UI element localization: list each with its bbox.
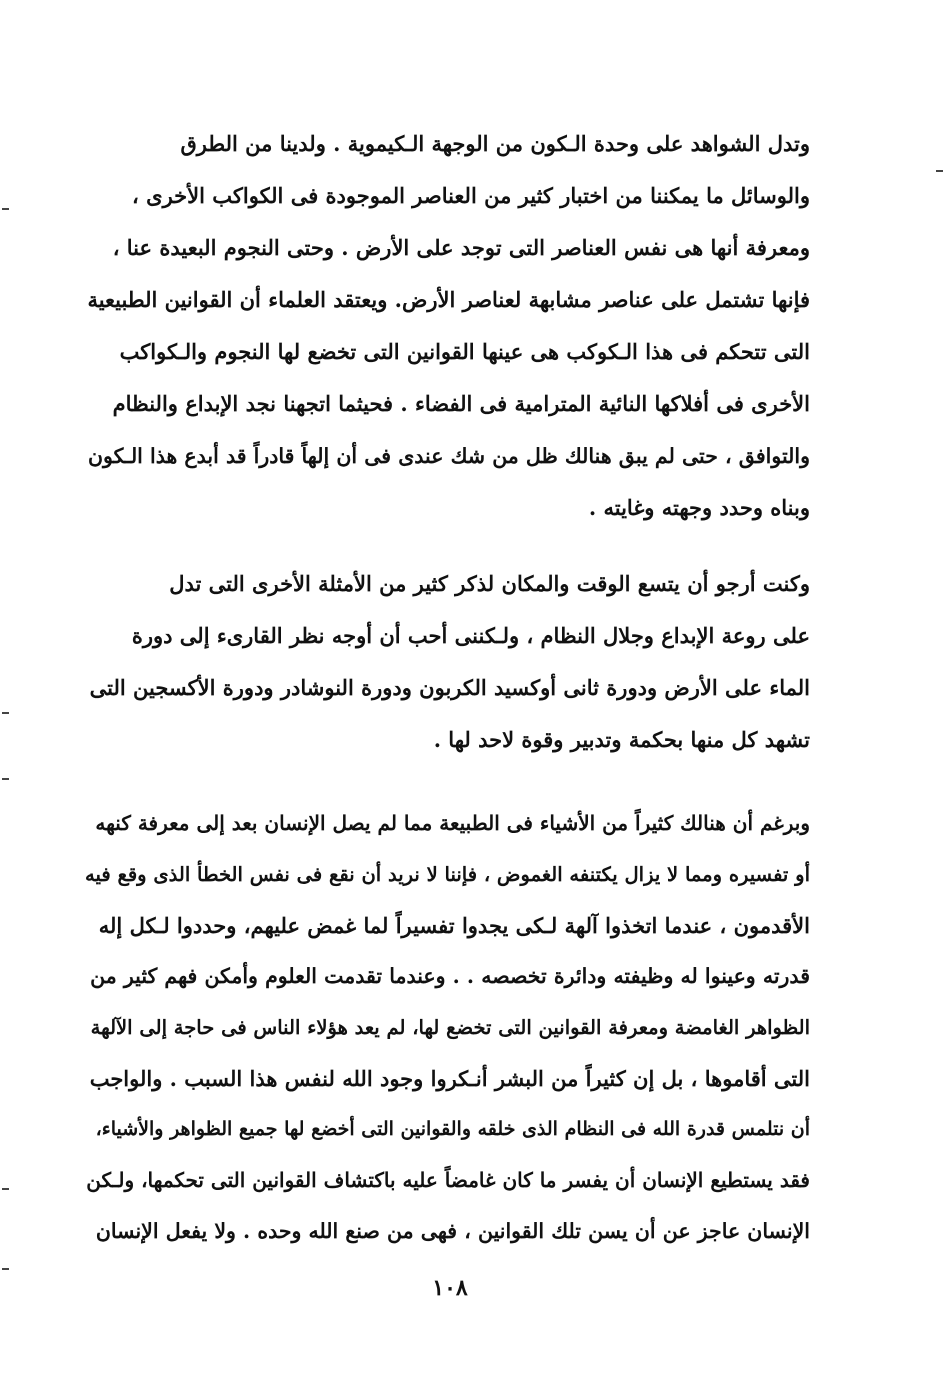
- text-line: الأخرى فى أفلاكها النائية المترامية فى الفضاء . فحيثما اتجهنا نجد الإبداع والنظام: [112, 391, 810, 416]
- text-line: التى أقاموها ، بل إن كثيراً من البشر أنـكروا وجود الله لنفس هذا السبب . والواجب: [89, 1066, 810, 1091]
- text-line: وتدل الشواهد على وحدة الـكون من الوجهة الـكيموية . ولدينا من الطرق: [180, 131, 810, 156]
- scan-edge-mark: [2, 712, 9, 714]
- text-line: والوسائل ما يمكننا من اختبار كثير من العناصر الموجودة فى الكواكب الأخرى ،: [132, 183, 810, 208]
- text-line: على روعة الإبداع وجلال النظام ، ولـكننى أحب أن أوجه نظر القارىء إلى دورة: [131, 623, 810, 648]
- text-line: وكنت أرجو أن يتسع الوقت والمكان لذكر كثير من الأمثلة الأخرى التى تدل: [169, 571, 810, 596]
- text-line: الإنسان عاجز عن أن يسن تلك القوانين ، فهى من صنع الله وحده . ولا يفعل الإنسان: [95, 1219, 810, 1243]
- text-line: أو تفسيره ومما لا يزال يكتنفه الغموض ، فإننا لا نريد أن نقع فى نفس الخطأ الذى وقع فيه: [85, 863, 810, 886]
- text-line: الأقدمون ، عندما اتخذوا آلهة لـكى يجدوا تفسيراً لما غمض عليهم، وحددوا لـكل إله: [98, 913, 810, 938]
- text-line: الماء على الأرض ودورة ثانى أوكسيد الكربون ودورة النوشادر ودورة الأكسجين التى: [89, 675, 810, 700]
- text-line: والتوافق ، حتى لم يبق هنالك ظل من شك عندى فى أن إلهاً قادراً قد أبدع هذا الـكون: [87, 444, 810, 468]
- scan-edge-mark: [2, 208, 9, 210]
- paragraph-3: [82, 798, 810, 1257]
- text-line: فقد يستطيع الإنسان أن يفسر ما كان غامضاً عليه باكتشاف القوانين التى تحكمها، ولـكن: [86, 1168, 810, 1192]
- text-line: أن نتلمس قدرة الله فى النظام الذى خلقه والقوانين التى أخضع لها جميع الظواهر والأشياء،: [95, 1118, 810, 1140]
- scan-edge-mark: [2, 1268, 9, 1270]
- text-line: فإنها تشتمل على عناصر مشابهة لعناصر الأرض. ويعتقد العلماء أن القوانين الطبيعية: [87, 287, 810, 312]
- scan-edge-mark: [2, 778, 9, 780]
- text-line: الظواهر الغامضة ومعرفة القوانين التى تخضع لها، لم يعد هؤلاء الناس فى حاجة إلى الآلهة: [90, 1016, 810, 1039]
- text-line: وبرغم أن هنالك كثيراً من الأشياء فى الطبيعة مما لم يصل الإنسان بعد إلى معرفة كنهه: [95, 811, 810, 835]
- text-line: قدرته وعينوا له وظيفته ودائرة تخصصه . . وعندما تقدمت العلوم وأمكن فهم كثير من: [90, 964, 810, 988]
- paragraph-2: [82, 558, 810, 766]
- text-line: التى تتحكم فى هذا الـكوكب هى عينها القوانين التى تخضع لها النجوم والـكواكب: [119, 339, 810, 364]
- text-line: ومعرفة أنها هى نفس العناصر التى توجد على الأرض . وحتى النجوم البعيدة عنا ،: [112, 235, 810, 260]
- page-number: ١٠٨: [432, 1275, 468, 1301]
- text-line: تشهد كل منها بحكمة وتدبير وقوة لاحد لها .: [433, 727, 810, 752]
- text-line: وبناه وحدد وجهته وغايته .: [588, 495, 810, 520]
- scan-edge-mark: [936, 170, 943, 172]
- paragraph-1: [82, 118, 810, 534]
- scan-edge-mark: [2, 1188, 9, 1190]
